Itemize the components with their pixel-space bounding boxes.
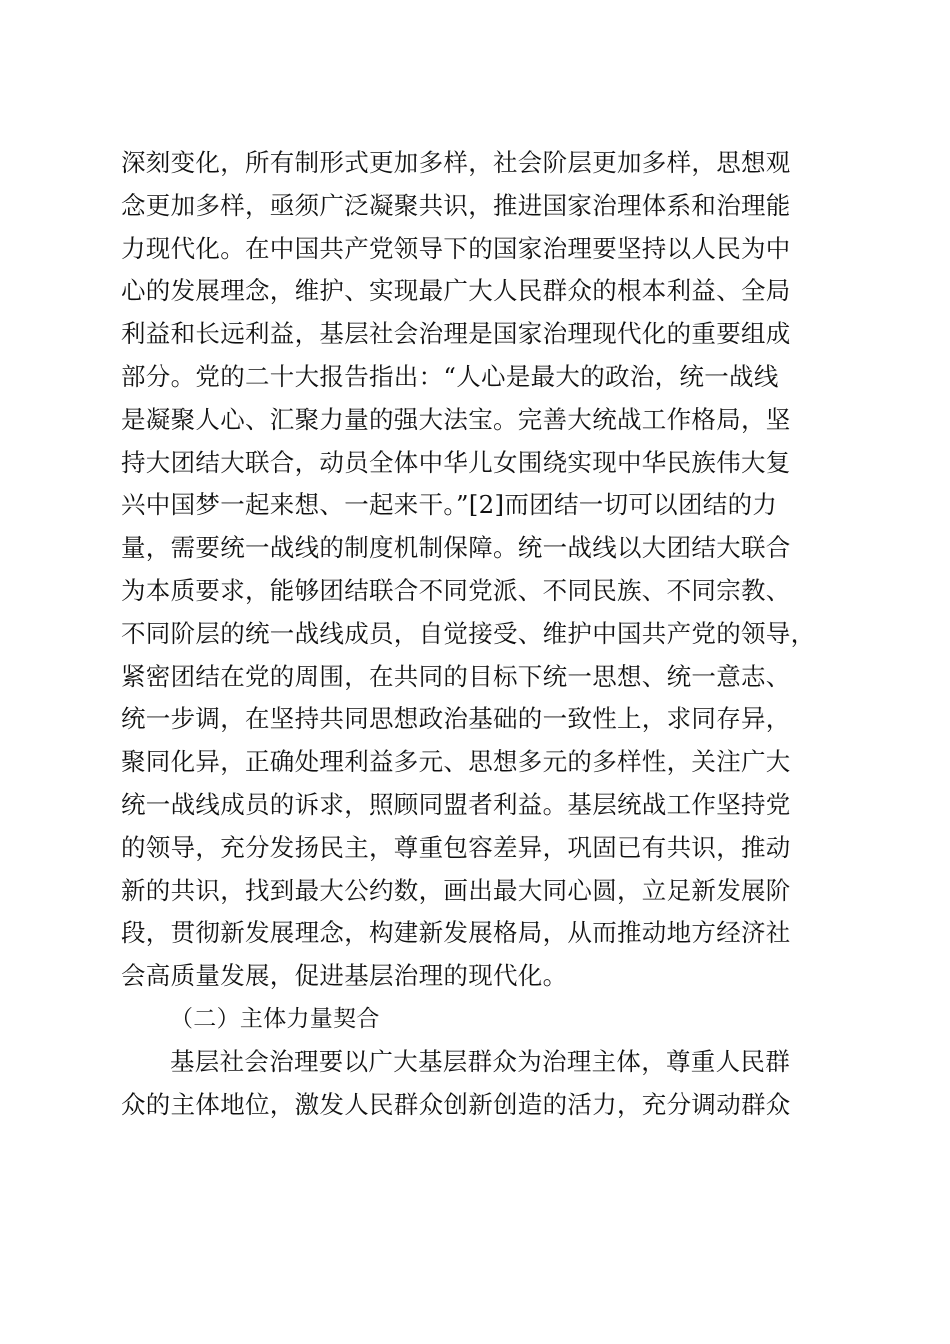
paragraph-line: 基层社会治理要以广大基层群众为治理主体，尊重人民群	[170, 1046, 790, 1076]
paragraph-line: 紧密团结在党的周围，在共同的目标下统一思想、统一意志、	[121, 661, 791, 691]
paragraph-line: 统一步调，在坚持共同思想政治基础的一致性上，求同存异，	[121, 704, 791, 734]
paragraph-line: 深刻变化，所有制形式更加多样，社会阶层更加多样，思想观	[121, 148, 791, 177]
paragraph-line: 聚同化异，正确处理利益多元、思想多元的多样性，关注广大	[121, 747, 791, 777]
paragraph-line: 统一战线成员的诉求，照顾同盟者利益。基层统战工作坚持党	[121, 789, 791, 819]
paragraph-line: 的领导，充分发扬民主，尊重包容差异，巩固已有共识，推动	[121, 832, 791, 862]
paragraph-line: 为本质要求，能够团结联合不同党派、不同民族、不同宗教、	[121, 575, 791, 605]
paragraph-line: 力现代化。在中国共产党领导下的国家治理要坚持以人民为中	[121, 233, 791, 263]
paragraph-line: 持大团结大联合，动员全体中华儿女围绕实现中华民族伟大复	[121, 447, 791, 477]
paragraph-line: 部分。党的二十大报告指出：“人心是最大的政治，统一战线	[121, 361, 779, 391]
paragraph-line: 是凝聚人心、汇聚力量的强大法宝。完善大统战工作格局，坚	[121, 404, 791, 434]
section-heading: （二）主体力量契合	[170, 1005, 380, 1032]
paragraph-line: 念更加多样，亟须广泛凝聚共识，推进国家治理体系和治理能	[121, 190, 791, 220]
paragraph-line: 不同阶层的统一战线成员，自觉接受、维护中国共产党的领导，	[121, 618, 816, 648]
paragraph-line: 兴中国梦一起来想、一起来干。”[2]而团结一切可以团结的力	[121, 490, 778, 520]
paragraph-line: 利益和长远利益，基层社会治理是国家治理现代化的重要组成	[121, 319, 791, 349]
paragraph-line: 心的发展理念，维护、实现最广大人民群众的根本利益、全局	[121, 276, 791, 306]
body-text	[121, 142, 841, 1126]
paragraph-line: 新的共识，找到最大公约数，画出最大同心圆，立足新发展阶	[121, 875, 791, 905]
paragraph-line: 会高质量发展，促进基层治理的现代化。	[121, 961, 568, 991]
paragraph-line: 量，需要统一战线的制度机制保障。统一战线以大团结大联合	[121, 533, 791, 563]
paragraph-line: 段，贯彻新发展理念，构建新发展格局，从而推动地方经济社	[121, 918, 791, 948]
paragraph-line: 众的主体地位，激发人民群众创新创造的活力，充分调动群众	[121, 1089, 791, 1119]
